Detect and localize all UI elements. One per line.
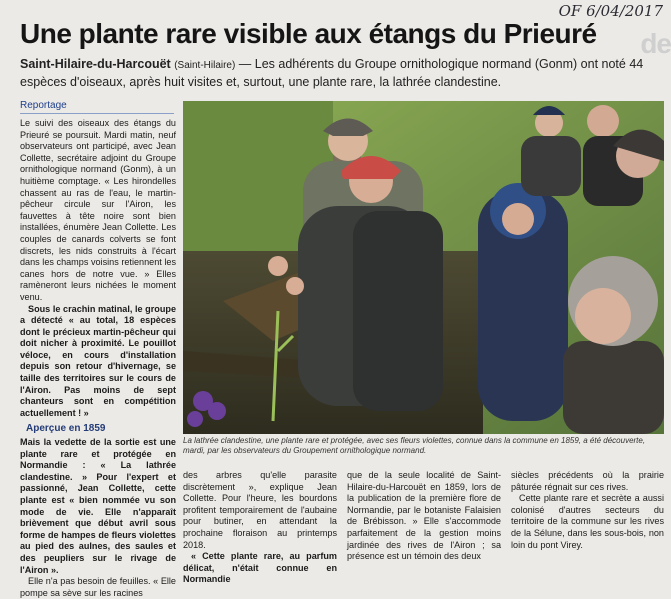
paragraph: que de la seule localité de Saint-Hilaire-du-Harcouët en 1859, lors de la publication de la première flore de Normandie, par le botaniste Falaisien de Brébisson. » Elle s'accommode parfaitement de la gestion moins jardinée des rives de l'Airon ; sa présence est un témoin des deux — [347, 470, 501, 562]
paragraph: des arbres qu'elle parasite discrètement », explique Jean Collette. Pour l'heure, les bourdons profitent temporairement de l'aubaine pour butiner, en attendant la prochaine floraison au printemps 2018. — [183, 470, 337, 550]
lead-place-sub: (Saint-Hilaire) — [174, 60, 236, 71]
photo-observers-illustration — [183, 101, 664, 434]
article-column-4 — [511, 470, 664, 551]
paragraph: Le suivi des oiseaux des étangs du Prieuré se poursuit. Mardi matin, neuf observateurs ont participé, avec Jean Collette, secrétaire adjoint du Groupe ornithologique normand (Gonm), à un huitième comptage. « Les hirondelles chassent au ras de l'eau, le martin-pêcheur circule sur l'Airon, les fauvettes à tête noire sont bien installées, énumère Jean Collette. Les couples de canards colverts se font discrets, les nids construits à l'écart dans les champs voisins retiennent les canes hors de notre vue. » Elles ramèneront leurs nichées le moment venu. — [20, 118, 176, 302]
paragraph: Sous le crachin matinal, le groupe a détecté « au total, 18 espèces dont le précieux martin-pêcheur qui doit nicher à proximité. Le pouillot véloce, en cours d'installation depuis son retour d'hivernage, se taille des territoires sur le cours de l'Airon. Pas moins de sept chanteurs sont en compétition actuellement ! » — [20, 303, 176, 418]
lead-place: Saint-Hilaire-du-Harcouët — [20, 57, 171, 71]
lead-text: — Les adhérents du Groupe ornithologique normand (Gonm) ont noté 44 espèces d'oiseaux, après huit visites et, surtout, une plante rare, la lathrée clandestine. — [20, 57, 644, 89]
paragraph: Cette plante rare et secrète a aussi colonisé d'autres secteurs du territoire de la commune sur les rives de la Sélune, dans les sous-bois, non loin du pont Virey. — [511, 493, 664, 550]
article-column-3 — [347, 470, 501, 563]
photo-caption: La lathrée clandestine, une plante rare et protégée, avec ses fleurs violettes, connue dans la commune en 1859, a été découverte, mardi, par les observateurs du Groupement ornithologique normand. — [183, 436, 646, 455]
paragraph: « Cette plante rare, au parfum délicat, n'était connue en Normandie — [183, 551, 337, 585]
article-column-2 — [183, 470, 337, 586]
bleed-through-text: de — [640, 28, 671, 59]
paragraph: siècles précédents où la prairie pâturée régnait sur ces rives. — [511, 470, 664, 492]
article-lead — [20, 56, 660, 90]
subheading: Aperçue en 1859 — [26, 423, 106, 435]
page-title: Une plante rare visible aux étangs du Prieuré — [20, 18, 597, 49]
paragraph: Elle n'a pas besoin de feuilles. « Elle pompe sa sève sur les racines — [20, 576, 176, 598]
article-column-1 — [20, 118, 176, 599]
article-photo — [183, 101, 664, 434]
section-label: Reportage — [20, 100, 174, 114]
handwritten-date-note: OF 6/04/2017 — [558, 2, 663, 20]
paragraph: Mais la vedette de la sortie est une plante rare et protégée en Normandie : « La lathrée clandestine. » Pour l'expert et passionné, Jean Collette, cette plante est « bien nommée vu son mode de vie. Elle n'apparaît brièvement que début avril sous forme de hampes de fleurs violettes au pied des aulnes, des saules et des peupliers sur le rivage de l'Airon ». — [20, 437, 176, 575]
